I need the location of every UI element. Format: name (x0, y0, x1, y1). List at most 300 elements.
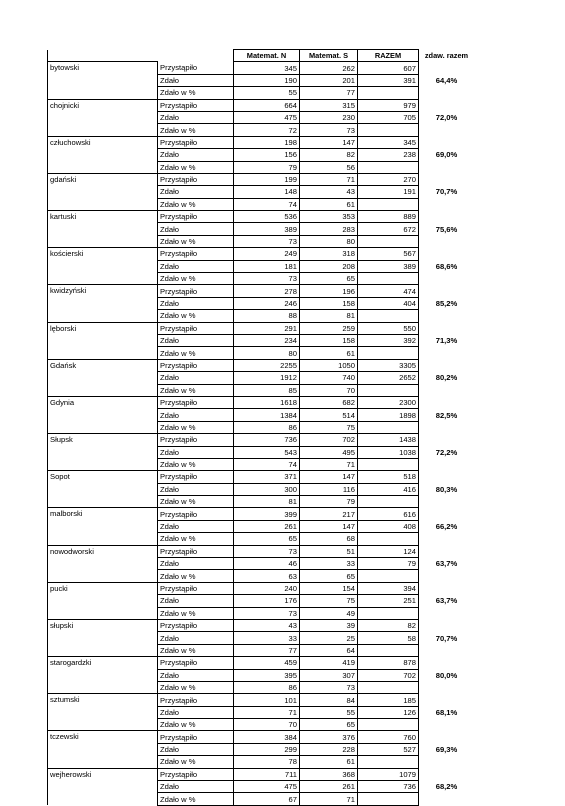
row-label: Przystąpiło (158, 285, 234, 297)
table-row (48, 533, 475, 545)
value-razem: 404 (358, 297, 419, 309)
value-razem (358, 198, 419, 210)
row-label: Przystąpiło (158, 582, 234, 594)
table-row (48, 582, 475, 594)
value-matemat-s: 154 (300, 582, 358, 594)
row-label: Zdało (158, 483, 234, 495)
zdaw-razem-cell (419, 694, 475, 706)
district-cell (48, 644, 158, 656)
value-matemat-s: 147 (300, 520, 358, 532)
value-razem (358, 719, 419, 731)
zdaw-razem-cell (419, 657, 475, 669)
value-matemat-s: 65 (300, 719, 358, 731)
zdaw-razem-cell (419, 458, 475, 470)
district-name: Gdynia (48, 396, 158, 408)
value-matemat-s: 208 (300, 260, 358, 272)
row-label: Przystąpiło (158, 731, 234, 743)
value-razem: 126 (358, 706, 419, 718)
value-matemat-n: 80 (234, 347, 300, 359)
row-label: Zdało w % (158, 87, 234, 99)
row-label: Przystąpiło (158, 173, 234, 185)
district-cell (48, 273, 158, 285)
zdaw-razem-cell (419, 681, 475, 693)
table-row (48, 173, 475, 185)
value-razem (358, 235, 419, 247)
district-cell (48, 458, 158, 470)
zdaw-razem-value: 68,2% (435, 782, 458, 792)
row-label: Przystąpiło (158, 248, 234, 260)
zdaw-razem-cell (419, 62, 475, 74)
table-row (48, 297, 475, 309)
value-matemat-n: 345 (234, 62, 300, 74)
value-razem (358, 607, 419, 619)
value-matemat-n: 291 (234, 322, 300, 334)
table-row (48, 87, 475, 99)
value-razem (358, 273, 419, 285)
district-cell (48, 706, 158, 718)
row-label: Zdało (158, 149, 234, 161)
zdaw-razem-cell (419, 644, 475, 656)
district-cell (48, 483, 158, 495)
zdaw-razem-cell (419, 359, 475, 371)
table-row (48, 372, 475, 384)
row-label: Zdało w % (158, 681, 234, 693)
value-matemat-n: 543 (234, 446, 300, 458)
value-razem: 1898 (358, 409, 419, 421)
value-matemat-s: 65 (300, 570, 358, 582)
district-name: starogardzki (48, 657, 158, 669)
zdaw-razem-cell (419, 471, 475, 483)
table-row (48, 322, 475, 334)
table-row (48, 793, 475, 805)
value-razem (358, 87, 419, 99)
zdaw-razem-value: 63,7% (435, 559, 458, 569)
zdaw-razem-cell (419, 87, 475, 99)
value-matemat-n: 55 (234, 87, 300, 99)
value-matemat-s: 70 (300, 384, 358, 396)
value-matemat-s: 75 (300, 421, 358, 433)
value-razem: 392 (358, 334, 419, 346)
exam-results-table (47, 49, 475, 806)
value-matemat-n: 299 (234, 743, 300, 755)
zdaw-razem-value: 75,6% (435, 224, 458, 234)
value-matemat-s: 77 (300, 87, 358, 99)
value-matemat-n: 176 (234, 595, 300, 607)
value-matemat-n: 199 (234, 173, 300, 185)
value-razem: 607 (358, 62, 419, 74)
value-razem: 408 (358, 520, 419, 532)
value-razem (358, 533, 419, 545)
zdaw-razem-value: 68,6% (435, 261, 458, 271)
value-razem: 2652 (358, 372, 419, 384)
district-cell (48, 446, 158, 458)
value-matemat-n: 300 (234, 483, 300, 495)
value-matemat-n: 536 (234, 211, 300, 223)
results-sheet (47, 49, 475, 806)
zdaw-razem-cell (419, 508, 475, 520)
district-cell (48, 111, 158, 123)
row-label: Zdało w % (158, 607, 234, 619)
value-matemat-s: 55 (300, 706, 358, 718)
value-matemat-s: 65 (300, 273, 358, 285)
district-name: kartuski (48, 211, 158, 223)
zdaw-razem-cell (419, 124, 475, 136)
table-row (48, 260, 475, 272)
district-cell (48, 681, 158, 693)
zdaw-razem-cell (419, 731, 475, 743)
value-matemat-n: 664 (234, 99, 300, 111)
value-razem: 878 (358, 657, 419, 669)
value-matemat-s: 64 (300, 644, 358, 656)
district-name: Gdańsk (48, 359, 158, 371)
district-cell (48, 409, 158, 421)
header-razem: RAZEM (358, 50, 419, 62)
value-razem: 889 (358, 211, 419, 223)
row-label: Zdało w % (158, 533, 234, 545)
district-cell (48, 87, 158, 99)
table-row (48, 434, 475, 446)
district-cell (48, 793, 158, 805)
zdaw-razem-cell (419, 421, 475, 433)
table-row (48, 396, 475, 408)
district-name: chojnicki (48, 99, 158, 111)
zdaw-razem-cell (419, 768, 475, 780)
value-matemat-n: 384 (234, 731, 300, 743)
value-matemat-n: 88 (234, 310, 300, 322)
zdaw-razem-cell (419, 99, 475, 111)
table-row (48, 471, 475, 483)
row-label: Zdało w % (158, 793, 234, 805)
row-label: Przystąpiło (158, 657, 234, 669)
district-name: nowodworski (48, 545, 158, 557)
value-razem (358, 124, 419, 136)
row-label: Przystąpiło (158, 508, 234, 520)
value-matemat-n: 85 (234, 384, 300, 396)
value-matemat-s: 43 (300, 186, 358, 198)
district-cell (48, 235, 158, 247)
district-cell (48, 719, 158, 731)
district-name: słupski (48, 619, 158, 631)
table-row (48, 62, 475, 74)
row-label: Zdało w % (158, 719, 234, 731)
row-label: Zdało w % (158, 756, 234, 768)
district-cell (48, 533, 158, 545)
table-row (48, 545, 475, 557)
district-cell (48, 669, 158, 681)
table-row (48, 285, 475, 297)
value-razem: 567 (358, 248, 419, 260)
value-matemat-n: 86 (234, 421, 300, 433)
value-razem (358, 793, 419, 805)
value-matemat-n: 249 (234, 248, 300, 260)
row-label: Zdało w % (158, 384, 234, 396)
value-razem: 1079 (358, 768, 419, 780)
table-row (48, 756, 475, 768)
value-matemat-s: 368 (300, 768, 358, 780)
row-label: Zdało w % (158, 644, 234, 656)
district-cell (48, 632, 158, 644)
table-row (48, 409, 475, 421)
table-row (48, 657, 475, 669)
table-row (48, 768, 475, 780)
value-matemat-n: 79 (234, 161, 300, 173)
row-label: Zdało (158, 297, 234, 309)
row-label: Zdało (158, 706, 234, 718)
district-name: pucki (48, 582, 158, 594)
row-label: Zdało w % (158, 458, 234, 470)
value-matemat-s: 158 (300, 334, 358, 346)
zdaw-razem-cell (419, 347, 475, 359)
zdaw-razem-cell (419, 607, 475, 619)
table-row (48, 446, 475, 458)
zdaw-razem-cell (419, 582, 475, 594)
value-matemat-s: 33 (300, 558, 358, 570)
district-name: gdański (48, 173, 158, 185)
table-row (48, 74, 475, 86)
value-matemat-n: 43 (234, 619, 300, 631)
table-row (48, 719, 475, 731)
table-row (48, 198, 475, 210)
value-matemat-s: 1050 (300, 359, 358, 371)
value-matemat-s: 73 (300, 124, 358, 136)
value-matemat-s: 261 (300, 781, 358, 793)
table-row (48, 161, 475, 173)
table-row (48, 111, 475, 123)
district-cell (48, 161, 158, 173)
table-row (48, 124, 475, 136)
row-label: Zdało w % (158, 347, 234, 359)
value-matemat-s: 39 (300, 619, 358, 631)
value-matemat-s: 353 (300, 211, 358, 223)
district-name: bytowski (48, 62, 158, 74)
table-row (48, 136, 475, 148)
zdaw-razem-value: 70,7% (435, 187, 458, 197)
value-razem: 2300 (358, 396, 419, 408)
value-razem: 124 (358, 545, 419, 557)
row-label: Zdało (158, 372, 234, 384)
value-matemat-s: 49 (300, 607, 358, 619)
value-matemat-s: 419 (300, 657, 358, 669)
district-cell (48, 297, 158, 309)
district-name: Słupsk (48, 434, 158, 446)
table-row (48, 149, 475, 161)
value-matemat-s: 514 (300, 409, 358, 421)
value-matemat-n: 198 (234, 136, 300, 148)
value-razem (358, 421, 419, 433)
zdaw-razem-value: 80,0% (435, 670, 458, 680)
value-matemat-n: 475 (234, 781, 300, 793)
value-razem (358, 756, 419, 768)
value-matemat-n: 74 (234, 458, 300, 470)
district-cell (48, 260, 158, 272)
value-razem (358, 681, 419, 693)
district-cell (48, 149, 158, 161)
row-label: Zdało w % (158, 198, 234, 210)
value-matemat-s: 116 (300, 483, 358, 495)
value-matemat-n: 73 (234, 235, 300, 247)
value-razem: 394 (358, 582, 419, 594)
zdaw-razem-cell (419, 161, 475, 173)
value-matemat-n: 2255 (234, 359, 300, 371)
row-label: Zdało (158, 186, 234, 198)
value-matemat-n: 78 (234, 756, 300, 768)
zdaw-razem-cell (419, 322, 475, 334)
row-label: Zdało w % (158, 496, 234, 508)
table-row (48, 384, 475, 396)
value-matemat-s: 230 (300, 111, 358, 123)
value-matemat-s: 228 (300, 743, 358, 755)
value-matemat-s: 262 (300, 62, 358, 74)
zdaw-razem-cell (419, 533, 475, 545)
row-label: Zdało w % (158, 273, 234, 285)
zdaw-razem-cell (419, 496, 475, 508)
value-razem (358, 570, 419, 582)
value-razem: 527 (358, 743, 419, 755)
value-matemat-n: 70 (234, 719, 300, 731)
value-matemat-n: 65 (234, 533, 300, 545)
value-matemat-s: 82 (300, 149, 358, 161)
value-matemat-n: 389 (234, 223, 300, 235)
table-row (48, 347, 475, 359)
district-cell (48, 781, 158, 793)
zdaw-razem-value: 72,0% (435, 113, 458, 123)
zdaw-razem-cell (419, 136, 475, 148)
district-cell (48, 520, 158, 532)
district-cell (48, 496, 158, 508)
row-label: Zdało (158, 669, 234, 681)
value-matemat-s: 71 (300, 458, 358, 470)
row-label: Zdało w % (158, 570, 234, 582)
district-cell (48, 372, 158, 384)
value-matemat-n: 1912 (234, 372, 300, 384)
district-cell (48, 347, 158, 359)
table-row (48, 607, 475, 619)
value-razem: 705 (358, 111, 419, 123)
row-label: Zdało (158, 111, 234, 123)
table-row (48, 731, 475, 743)
value-matemat-s: 147 (300, 471, 358, 483)
value-matemat-n: 246 (234, 297, 300, 309)
table-row (48, 310, 475, 322)
table-row (48, 235, 475, 247)
value-matemat-s: 217 (300, 508, 358, 520)
table-row (48, 273, 475, 285)
value-matemat-n: 67 (234, 793, 300, 805)
value-matemat-s: 158 (300, 297, 358, 309)
value-matemat-s: 259 (300, 322, 358, 334)
row-label: Zdało (158, 409, 234, 421)
district-cell (48, 198, 158, 210)
value-razem (358, 644, 419, 656)
zdaw-razem-value: 85,2% (435, 299, 458, 308)
zdaw-razem-cell (419, 396, 475, 408)
value-matemat-s: 68 (300, 533, 358, 545)
zdaw-razem-cell (419, 719, 475, 731)
value-matemat-n: 1384 (234, 409, 300, 421)
district-cell (48, 384, 158, 396)
value-razem: 518 (358, 471, 419, 483)
table-row (48, 632, 475, 644)
district-cell (48, 310, 158, 322)
value-matemat-n: 459 (234, 657, 300, 669)
value-matemat-s: 79 (300, 496, 358, 508)
zdaw-razem-value: 82,5% (435, 410, 458, 420)
district-name: Sopot (48, 471, 158, 483)
value-matemat-n: 190 (234, 74, 300, 86)
value-matemat-n: 234 (234, 334, 300, 346)
value-razem: 616 (358, 508, 419, 520)
value-razem: 270 (358, 173, 419, 185)
table-row (48, 211, 475, 223)
value-razem: 238 (358, 149, 419, 161)
district-name: kwidzyński (48, 285, 158, 297)
value-matemat-s: 376 (300, 731, 358, 743)
table-row (48, 619, 475, 631)
value-razem: 550 (358, 322, 419, 334)
row-label: Zdało (158, 520, 234, 532)
table-row (48, 186, 475, 198)
zdaw-razem-value: 66,2% (435, 522, 458, 532)
value-matemat-s: 315 (300, 99, 358, 111)
value-razem: 1438 (358, 434, 419, 446)
value-matemat-s: 61 (300, 756, 358, 768)
value-razem: 474 (358, 285, 419, 297)
value-matemat-s: 84 (300, 694, 358, 706)
zdaw-razem-cell (419, 570, 475, 582)
row-label: Zdało (158, 334, 234, 346)
table-row (48, 496, 475, 508)
zdaw-razem-cell (419, 273, 475, 285)
value-matemat-n: 33 (234, 632, 300, 644)
zdaw-razem-cell (419, 756, 475, 768)
value-razem (358, 161, 419, 173)
value-matemat-n: 399 (234, 508, 300, 520)
table-row (48, 508, 475, 520)
value-matemat-s: 196 (300, 285, 358, 297)
value-razem (358, 496, 419, 508)
value-matemat-s: 201 (300, 74, 358, 86)
header-district-blank (48, 50, 158, 62)
table-row (48, 706, 475, 718)
value-razem: 389 (358, 260, 419, 272)
value-razem (358, 458, 419, 470)
value-matemat-n: 475 (234, 111, 300, 123)
value-matemat-s: 81 (300, 310, 358, 322)
district-cell (48, 421, 158, 433)
table-row (48, 681, 475, 693)
zdaw-razem-value: 80,2% (435, 373, 458, 383)
table-row (48, 520, 475, 532)
table-row (48, 694, 475, 706)
value-matemat-s: 75 (300, 595, 358, 607)
value-matemat-n: 74 (234, 198, 300, 210)
row-label: Przystąpiło (158, 396, 234, 408)
value-matemat-s: 147 (300, 136, 358, 148)
zdaw-razem-cell (419, 310, 475, 322)
row-label: Zdało (158, 260, 234, 272)
zdaw-razem-cell (419, 211, 475, 223)
value-matemat-n: 1618 (234, 396, 300, 408)
value-matemat-n: 181 (234, 260, 300, 272)
value-matemat-s: 283 (300, 223, 358, 235)
value-matemat-s: 56 (300, 161, 358, 173)
value-razem: 58 (358, 632, 419, 644)
row-label: Zdało w % (158, 124, 234, 136)
value-matemat-n: 73 (234, 273, 300, 285)
value-matemat-n: 240 (234, 582, 300, 594)
zdaw-razem-value: 64,4% (435, 75, 458, 85)
row-label: Przystąpiło (158, 136, 234, 148)
